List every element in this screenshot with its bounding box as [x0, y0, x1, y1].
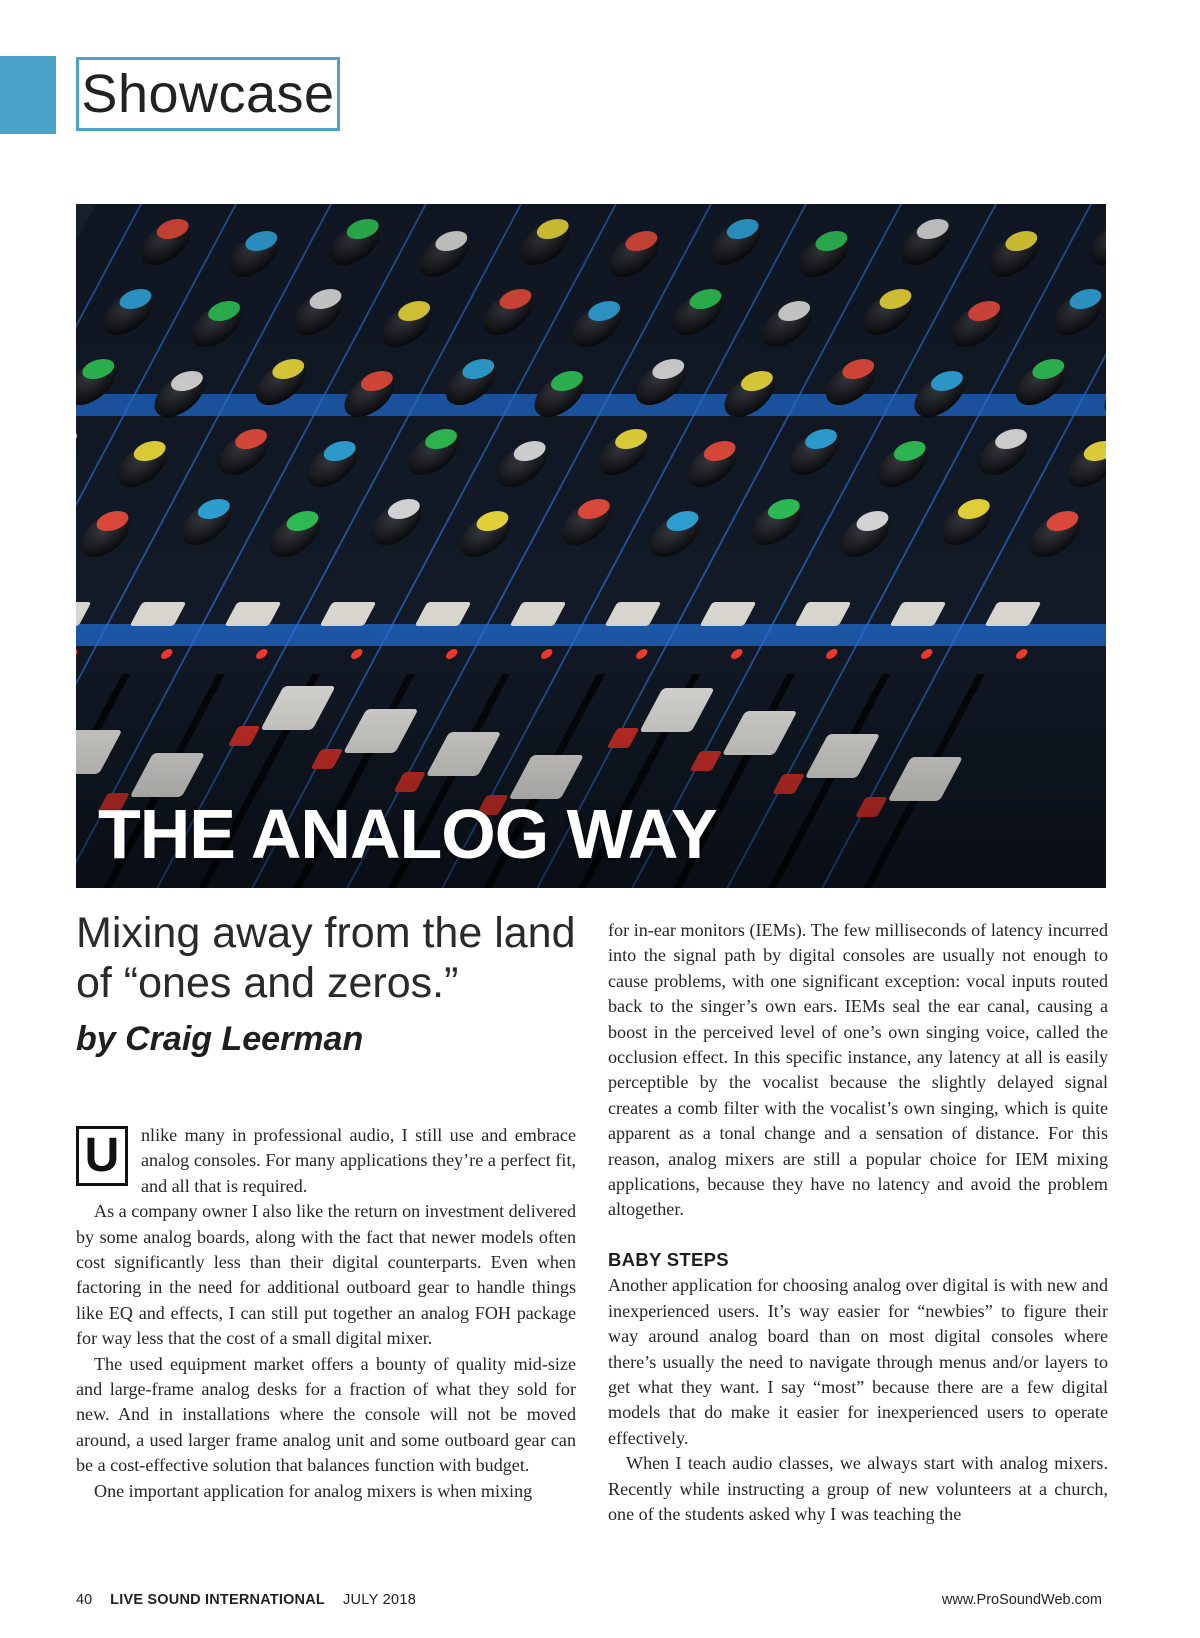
section-subhead: BABY STEPS	[608, 1248, 729, 1270]
page-footer	[76, 1592, 1106, 1612]
mixing-console-photo	[76, 204, 1106, 888]
body-paragraph: The used equipment market offers a bounty of quality mid-size and large-frame analog desks for a fraction of what they sold for new. And in installations where the console will not be moved around, a used larger frame analog unit and some outboard gear can be a cost-effective solution that balances function with budget.	[76, 1353, 576, 1476]
body-paragraph: One important application for analog mixers is when mixing	[94, 1480, 533, 1501]
right-column	[608, 918, 1108, 1527]
section-color-tab	[0, 56, 56, 134]
magazine-name: LIVE SOUND INTERNATIONAL	[110, 1592, 325, 1608]
article-headline: THE ANALOG WAY	[98, 795, 717, 873]
body-paragraph: Another application for choosing analog over digital is with new and inexperienced users. It’s way easier for “newbies” to figure their way around analog board than on most digital consoles where there’s usually the need to navigate through menus and/or layers to get what they want. I say “most” because there are a few digital models that do make it easier for inexperienced users to operate effectively.	[608, 1275, 1108, 1448]
article-deck: Mixing away from the land of “ones and zeros.”	[76, 909, 576, 1007]
issue-date: JULY 2018	[342, 1592, 417, 1608]
continued-paragraph: for in-ear monitors (IEMs). The few milliseconds of latency incurred into the signal path by digital consoles are usually not enough to cause problems, with one significant exception: vocal inputs routed back to the singer’s own ears. IEMs seal the ear canal, causing a boost in the perceived level of one’s own singing voice, called the occlusion effect. In this specific instance, any latency at all is easily perceptible by the vocalist because the slightly delayed signal creates a comb filter with the vocalist’s own singing, which is quite apparent as a tonal change and a sensation of distance. For this reason, analog mixers are still a popular choice for IEM mixing applications, because they have no latency and avoid the problem altogether.	[608, 920, 1108, 1220]
page-number: 40	[76, 1592, 93, 1608]
hero-image	[76, 204, 1106, 888]
body-paragraph: As a company owner I also like the return on investment delivered by some analog boards, along with the fact that newer models often cost significantly less than their digital counterparts. Even when factoring in the need for additional outboard gear to handle things like EQ and effects, I can still put together an analog FOH package for way less that the cost of a small digital mixer.	[76, 1201, 576, 1349]
left-column	[76, 908, 576, 1504]
left-column-body	[76, 1123, 576, 1504]
lead-paragraph: nlike many in professional audio, I still use and embrace analog consoles. For many applications they’re a perfect fit, and all that is required.	[141, 1125, 576, 1196]
website-link[interactable]: www.ProSoundWeb.com	[941, 1592, 1102, 1608]
section-header-box	[76, 57, 340, 131]
drop-cap: U	[76, 1126, 128, 1186]
article-byline: by Craig Leerman	[76, 1020, 364, 1058]
body-paragraph: When I teach audio classes, we always start with analog mixers. Recently while instructing a group of new volunteers at a church, one of the students asked why I was teaching the	[608, 1453, 1108, 1524]
section-label: Showcase	[81, 64, 335, 124]
